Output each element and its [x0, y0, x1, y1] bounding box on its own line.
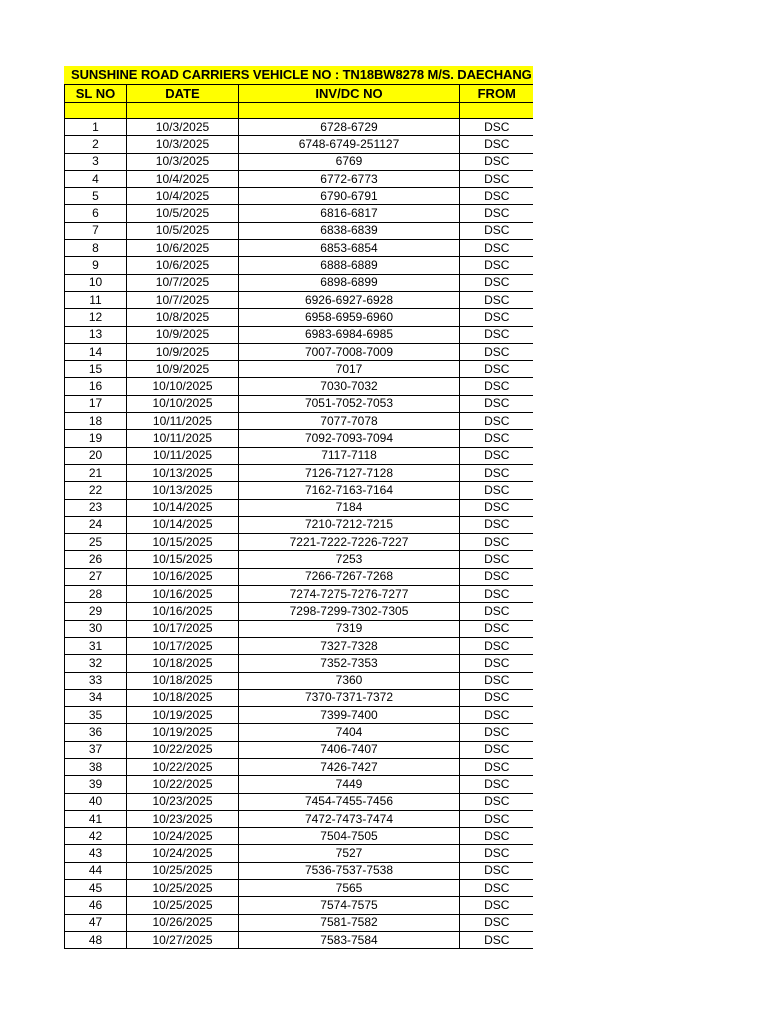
- cell-inv-dc-no: 7370-7371-7372: [239, 689, 460, 706]
- cell-sl-no: 48: [65, 931, 127, 948]
- cell-sl-no: 32: [65, 655, 127, 672]
- table-row: [65, 136, 534, 153]
- cell-from: DSC: [460, 464, 534, 481]
- cell-sl-no: 9: [65, 257, 127, 274]
- cell-sl-no: 36: [65, 724, 127, 741]
- table-row: [65, 568, 534, 585]
- cell-date: 10/8/2025: [127, 309, 239, 326]
- cell-sl-no: 11: [65, 291, 127, 308]
- cell-date: 10/14/2025: [127, 516, 239, 533]
- table-row: [65, 274, 534, 291]
- cell-date: 10/4/2025: [127, 188, 239, 205]
- header-from: FROM: [460, 85, 534, 103]
- cell-date: 10/6/2025: [127, 257, 239, 274]
- cell-date: 10/13/2025: [127, 482, 239, 499]
- cell-date: 10/3/2025: [127, 136, 239, 153]
- cell-inv-dc-no: 7426-7427: [239, 758, 460, 775]
- cell-date: 10/11/2025: [127, 430, 239, 447]
- cell-from: DSC: [460, 534, 534, 551]
- cell-sl-no: 30: [65, 620, 127, 637]
- cell-date: 10/11/2025: [127, 413, 239, 430]
- cell-date: 10/22/2025: [127, 741, 239, 758]
- cell-from: DSC: [460, 586, 534, 603]
- cell-from: DSC: [460, 810, 534, 827]
- table-row: [65, 586, 534, 603]
- table-row: [65, 551, 534, 568]
- spreadsheet-page: [64, 66, 533, 949]
- table-row: [65, 931, 534, 948]
- cell-date: 10/15/2025: [127, 534, 239, 551]
- cell-sl-no: 33: [65, 672, 127, 689]
- cell-date: 10/23/2025: [127, 793, 239, 810]
- cell-from: DSC: [460, 724, 534, 741]
- cell-sl-no: 39: [65, 776, 127, 793]
- cell-sl-no: 5: [65, 188, 127, 205]
- table-row: [65, 724, 534, 741]
- cell-from: DSC: [460, 240, 534, 257]
- cell-sl-no: 31: [65, 637, 127, 654]
- cell-sl-no: 47: [65, 914, 127, 931]
- table-row: [65, 326, 534, 343]
- cell-from: DSC: [460, 430, 534, 447]
- cell-date: 10/5/2025: [127, 222, 239, 239]
- cell-from: DSC: [460, 447, 534, 464]
- cell-from: DSC: [460, 482, 534, 499]
- cell-inv-dc-no: 7527: [239, 845, 460, 862]
- cell-inv-dc-no: 7327-7328: [239, 637, 460, 654]
- header-sl-no: SL NO: [65, 85, 127, 103]
- cell-inv-dc-no: 7007-7008-7009: [239, 343, 460, 360]
- table-row: [65, 828, 534, 845]
- cell-date: 10/7/2025: [127, 291, 239, 308]
- cell-date: 10/26/2025: [127, 914, 239, 931]
- cell-from: DSC: [460, 828, 534, 845]
- cell-inv-dc-no: 6728-6729: [239, 119, 460, 136]
- cell-inv-dc-no: 7266-7267-7268: [239, 568, 460, 585]
- cell-from: DSC: [460, 776, 534, 793]
- table-row: [65, 776, 534, 793]
- cell-sl-no: 42: [65, 828, 127, 845]
- cell-sl-no: 29: [65, 603, 127, 620]
- cell-sl-no: 26: [65, 551, 127, 568]
- table-row: [65, 343, 534, 360]
- cell-inv-dc-no: 6958-6959-6960: [239, 309, 460, 326]
- cell-inv-dc-no: 6983-6984-6985: [239, 326, 460, 343]
- table-row: [65, 464, 534, 481]
- cell-date: 10/7/2025: [127, 274, 239, 291]
- cell-inv-dc-no: 6853-6854: [239, 240, 460, 257]
- cell-inv-dc-no: 7051-7052-7053: [239, 395, 460, 412]
- cell-date: 10/3/2025: [127, 119, 239, 136]
- cell-sl-no: 3: [65, 153, 127, 170]
- cell-date: 10/3/2025: [127, 153, 239, 170]
- cell-inv-dc-no: 7472-7473-7474: [239, 810, 460, 827]
- table-row: [65, 516, 534, 533]
- cell-from: DSC: [460, 707, 534, 724]
- cell-inv-dc-no: 6790-6791: [239, 188, 460, 205]
- cell-inv-dc-no: 7184: [239, 499, 460, 516]
- cell-inv-dc-no: 7581-7582: [239, 914, 460, 931]
- table-row: [65, 880, 534, 897]
- cell-from: DSC: [460, 343, 534, 360]
- table-row: [65, 395, 534, 412]
- cell-from: DSC: [460, 136, 534, 153]
- table-row: [65, 240, 534, 257]
- cell-sl-no: 20: [65, 447, 127, 464]
- cell-date: 10/18/2025: [127, 689, 239, 706]
- table-row: [65, 222, 534, 239]
- cell-from: DSC: [460, 222, 534, 239]
- cell-inv-dc-no: 7352-7353: [239, 655, 460, 672]
- cell-from: DSC: [460, 758, 534, 775]
- table-row: [65, 620, 534, 637]
- cell-from: DSC: [460, 741, 534, 758]
- trip-table: [64, 84, 533, 949]
- cell-date: 10/5/2025: [127, 205, 239, 222]
- sheet-title: SUNSHINE ROAD CARRIERS VEHICLE NO : TN18BW8278 M/S. DAECHANG: [64, 66, 533, 84]
- cell-date: 10/4/2025: [127, 170, 239, 187]
- spacer-cell: [239, 103, 460, 119]
- cell-date: 10/17/2025: [127, 620, 239, 637]
- table-row: [65, 499, 534, 516]
- cell-date: 10/23/2025: [127, 810, 239, 827]
- spacer-cell: [127, 103, 239, 119]
- table-row: [65, 205, 534, 222]
- table-row: [65, 153, 534, 170]
- cell-date: 10/9/2025: [127, 326, 239, 343]
- cell-date: 10/19/2025: [127, 724, 239, 741]
- cell-from: DSC: [460, 395, 534, 412]
- table-row: [65, 793, 534, 810]
- cell-inv-dc-no: 7077-7078: [239, 413, 460, 430]
- cell-from: DSC: [460, 153, 534, 170]
- cell-from: DSC: [460, 170, 534, 187]
- cell-sl-no: 27: [65, 568, 127, 585]
- cell-date: 10/9/2025: [127, 361, 239, 378]
- cell-date: 10/15/2025: [127, 551, 239, 568]
- cell-from: DSC: [460, 516, 534, 533]
- cell-from: DSC: [460, 326, 534, 343]
- cell-from: DSC: [460, 880, 534, 897]
- cell-from: DSC: [460, 551, 534, 568]
- cell-from: DSC: [460, 309, 534, 326]
- table-row: [65, 188, 534, 205]
- cell-sl-no: 28: [65, 586, 127, 603]
- cell-from: DSC: [460, 862, 534, 879]
- cell-from: DSC: [460, 672, 534, 689]
- cell-inv-dc-no: 6898-6899: [239, 274, 460, 291]
- header-date: DATE: [127, 85, 239, 103]
- cell-sl-no: 15: [65, 361, 127, 378]
- cell-inv-dc-no: 6769: [239, 153, 460, 170]
- table-row: [65, 534, 534, 551]
- cell-sl-no: 35: [65, 707, 127, 724]
- table-row: [65, 758, 534, 775]
- cell-sl-no: 14: [65, 343, 127, 360]
- cell-inv-dc-no: 7126-7127-7128: [239, 464, 460, 481]
- cell-from: DSC: [460, 291, 534, 308]
- cell-from: DSC: [460, 274, 534, 291]
- table-row: [65, 707, 534, 724]
- cell-date: 10/27/2025: [127, 931, 239, 948]
- cell-sl-no: 41: [65, 810, 127, 827]
- cell-from: DSC: [460, 119, 534, 136]
- cell-from: DSC: [460, 205, 534, 222]
- cell-date: 10/11/2025: [127, 447, 239, 464]
- cell-from: DSC: [460, 655, 534, 672]
- table-row: [65, 862, 534, 879]
- cell-inv-dc-no: 7210-7212-7215: [239, 516, 460, 533]
- cell-date: 10/10/2025: [127, 378, 239, 395]
- cell-from: DSC: [460, 568, 534, 585]
- cell-from: DSC: [460, 793, 534, 810]
- cell-from: DSC: [460, 188, 534, 205]
- cell-inv-dc-no: 7274-7275-7276-7277: [239, 586, 460, 603]
- table-row: [65, 119, 534, 136]
- cell-sl-no: 18: [65, 413, 127, 430]
- cell-inv-dc-no: 6888-6889: [239, 257, 460, 274]
- header-row: [65, 85, 534, 103]
- table-row: [65, 257, 534, 274]
- table-row: [65, 482, 534, 499]
- table-row: [65, 309, 534, 326]
- cell-sl-no: 2: [65, 136, 127, 153]
- cell-inv-dc-no: 7404: [239, 724, 460, 741]
- cell-sl-no: 43: [65, 845, 127, 862]
- cell-date: 10/16/2025: [127, 568, 239, 585]
- table-row: [65, 741, 534, 758]
- table-row: [65, 291, 534, 308]
- cell-date: 10/19/2025: [127, 707, 239, 724]
- cell-inv-dc-no: 7583-7584: [239, 931, 460, 948]
- cell-date: 10/10/2025: [127, 395, 239, 412]
- cell-inv-dc-no: 7017: [239, 361, 460, 378]
- cell-date: 10/22/2025: [127, 758, 239, 775]
- spacer-cell: [460, 103, 534, 119]
- header-spacer-row: [65, 103, 534, 119]
- cell-sl-no: 4: [65, 170, 127, 187]
- cell-sl-no: 38: [65, 758, 127, 775]
- cell-from: DSC: [460, 845, 534, 862]
- cell-inv-dc-no: 7117-7118: [239, 447, 460, 464]
- cell-sl-no: 37: [65, 741, 127, 758]
- cell-inv-dc-no: 7454-7455-7456: [239, 793, 460, 810]
- table-row: [65, 810, 534, 827]
- cell-sl-no: 44: [65, 862, 127, 879]
- cell-date: 10/25/2025: [127, 897, 239, 914]
- cell-from: DSC: [460, 897, 534, 914]
- cell-date: 10/14/2025: [127, 499, 239, 516]
- cell-sl-no: 45: [65, 880, 127, 897]
- cell-sl-no: 13: [65, 326, 127, 343]
- cell-inv-dc-no: 7399-7400: [239, 707, 460, 724]
- cell-inv-dc-no: 7221-7222-7226-7227: [239, 534, 460, 551]
- table-row: [65, 689, 534, 706]
- cell-date: 10/24/2025: [127, 845, 239, 862]
- cell-from: DSC: [460, 603, 534, 620]
- cell-sl-no: 22: [65, 482, 127, 499]
- table-row: [65, 655, 534, 672]
- table-row: [65, 413, 534, 430]
- cell-from: DSC: [460, 361, 534, 378]
- cell-inv-dc-no: 6838-6839: [239, 222, 460, 239]
- table-row: [65, 672, 534, 689]
- cell-sl-no: 40: [65, 793, 127, 810]
- table-row: [65, 447, 534, 464]
- cell-inv-dc-no: 7253: [239, 551, 460, 568]
- cell-sl-no: 7: [65, 222, 127, 239]
- cell-inv-dc-no: 7162-7163-7164: [239, 482, 460, 499]
- cell-sl-no: 23: [65, 499, 127, 516]
- cell-from: DSC: [460, 413, 534, 430]
- cell-sl-no: 16: [65, 378, 127, 395]
- cell-sl-no: 19: [65, 430, 127, 447]
- cell-inv-dc-no: 7298-7299-7302-7305: [239, 603, 460, 620]
- cell-inv-dc-no: 7319: [239, 620, 460, 637]
- cell-date: 10/16/2025: [127, 586, 239, 603]
- cell-date: 10/9/2025: [127, 343, 239, 360]
- cell-inv-dc-no: 7504-7505: [239, 828, 460, 845]
- cell-inv-dc-no: 7030-7032: [239, 378, 460, 395]
- cell-from: DSC: [460, 620, 534, 637]
- table-row: [65, 914, 534, 931]
- cell-inv-dc-no: 6748-6749-251127: [239, 136, 460, 153]
- cell-inv-dc-no: 7574-7575: [239, 897, 460, 914]
- cell-inv-dc-no: 7536-7537-7538: [239, 862, 460, 879]
- cell-date: 10/16/2025: [127, 603, 239, 620]
- cell-inv-dc-no: 6816-6817: [239, 205, 460, 222]
- cell-sl-no: 34: [65, 689, 127, 706]
- cell-sl-no: 17: [65, 395, 127, 412]
- cell-date: 10/24/2025: [127, 828, 239, 845]
- cell-date: 10/13/2025: [127, 464, 239, 481]
- table-row: [65, 603, 534, 620]
- cell-inv-dc-no: 7406-7407: [239, 741, 460, 758]
- cell-sl-no: 21: [65, 464, 127, 481]
- cell-sl-no: 10: [65, 274, 127, 291]
- cell-from: DSC: [460, 689, 534, 706]
- cell-sl-no: 46: [65, 897, 127, 914]
- cell-date: 10/25/2025: [127, 862, 239, 879]
- cell-date: 10/22/2025: [127, 776, 239, 793]
- table-row: [65, 845, 534, 862]
- cell-inv-dc-no: 7565: [239, 880, 460, 897]
- cell-inv-dc-no: 7360: [239, 672, 460, 689]
- cell-sl-no: 1: [65, 119, 127, 136]
- cell-from: DSC: [460, 931, 534, 948]
- cell-from: DSC: [460, 914, 534, 931]
- cell-date: 10/18/2025: [127, 655, 239, 672]
- table-row: [65, 897, 534, 914]
- table-row: [65, 170, 534, 187]
- cell-inv-dc-no: 7449: [239, 776, 460, 793]
- table-row: [65, 637, 534, 654]
- cell-date: 10/17/2025: [127, 637, 239, 654]
- table-row: [65, 378, 534, 395]
- header-inv-dc-no: INV/DC NO: [239, 85, 460, 103]
- cell-from: DSC: [460, 637, 534, 654]
- cell-sl-no: 12: [65, 309, 127, 326]
- cell-from: DSC: [460, 499, 534, 516]
- table-row: [65, 430, 534, 447]
- spacer-cell: [65, 103, 127, 119]
- table-body: [65, 119, 534, 949]
- cell-sl-no: 8: [65, 240, 127, 257]
- cell-sl-no: 6: [65, 205, 127, 222]
- cell-inv-dc-no: 7092-7093-7094: [239, 430, 460, 447]
- cell-from: DSC: [460, 378, 534, 395]
- cell-date: 10/18/2025: [127, 672, 239, 689]
- cell-inv-dc-no: 6772-6773: [239, 170, 460, 187]
- table-row: [65, 361, 534, 378]
- cell-date: 10/6/2025: [127, 240, 239, 257]
- cell-sl-no: 25: [65, 534, 127, 551]
- cell-date: 10/25/2025: [127, 880, 239, 897]
- cell-sl-no: 24: [65, 516, 127, 533]
- cell-inv-dc-no: 6926-6927-6928: [239, 291, 460, 308]
- cell-from: DSC: [460, 257, 534, 274]
